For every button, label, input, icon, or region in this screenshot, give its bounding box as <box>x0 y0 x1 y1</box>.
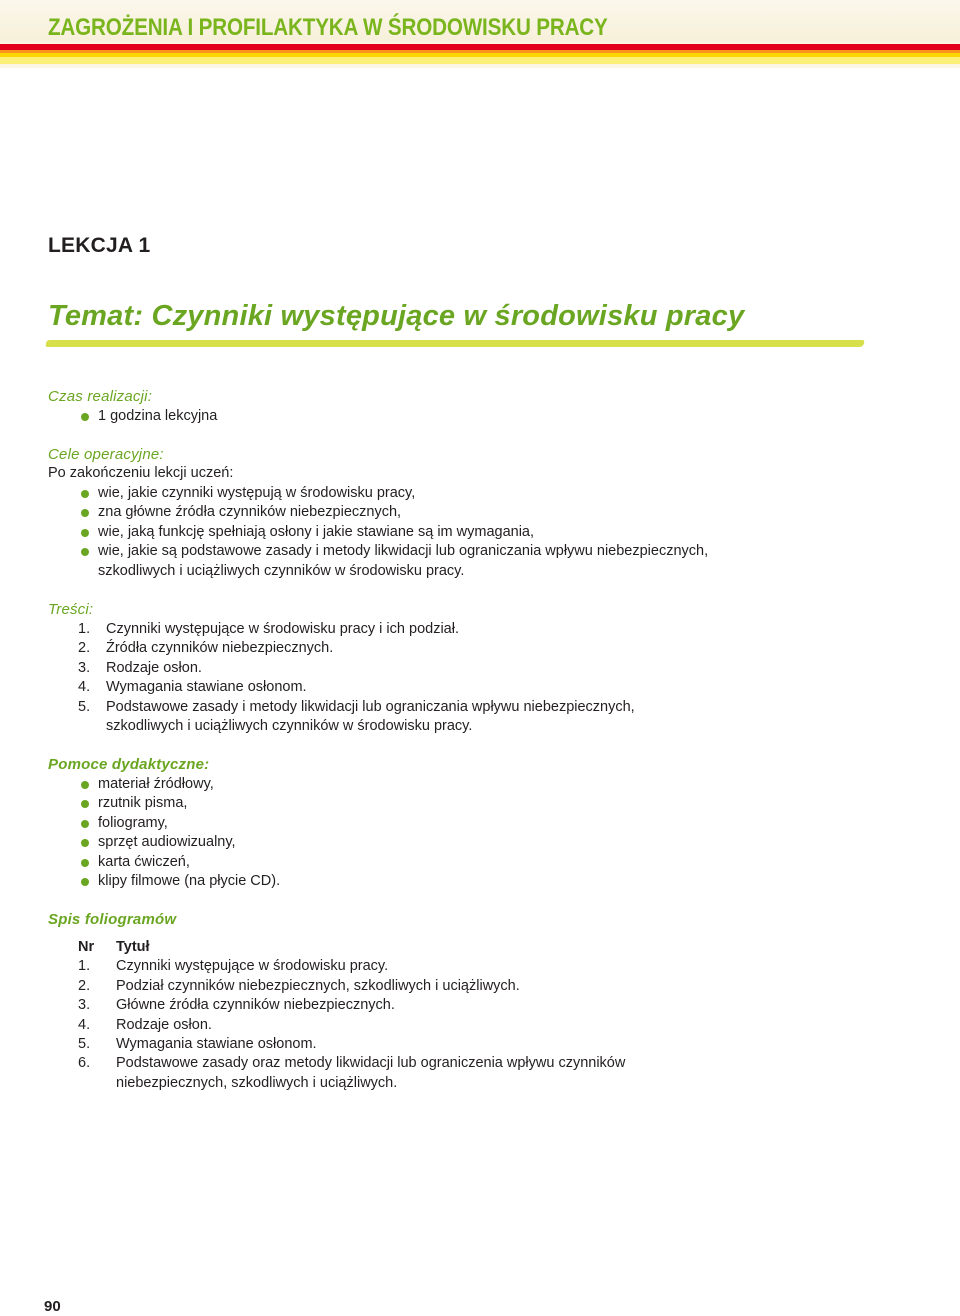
table-row: 2. Podział czynników niebezpiecznych, szkodliwych i uciążliwych. <box>78 977 520 994</box>
table-row: 1. Czynniki występujące w środowisku pracy. <box>78 958 389 975</box>
pomoce-heading: Pomoce dydaktyczne: <box>48 756 210 773</box>
list-item: rzutnik pisma, <box>80 794 280 813</box>
cele-heading: Cele operacyjne: <box>48 446 164 463</box>
bullet-icon <box>81 529 89 537</box>
bullet-icon <box>81 820 89 828</box>
list-item: 4. Wymagania stawiane osłonom. <box>78 679 307 696</box>
spis-heading: Spis foliogramów <box>48 911 177 928</box>
bullet-icon <box>81 509 89 517</box>
bullet-icon <box>81 839 89 847</box>
header-title: ZAGROŻENIA I PROFILAKTYKA W ŚRODOWISKU PRACY <box>48 14 608 41</box>
list-item: 5. Podstawowe zasady i metody likwidacji lub ograniczania wpływu niebezpiecznych, szkodliwych i uciążliwych czynników w środowisku pracy. <box>78 698 635 735</box>
bullet-icon <box>81 859 89 867</box>
tresci-heading: Treści: <box>48 601 94 618</box>
list-item: 1. Czynniki występujące w środowisku pracy i ich podział. <box>78 621 459 637</box>
list-item-continuation: szkodliwych i uciążliwych czynników w środowisku pracy. <box>98 562 465 579</box>
bullet-icon <box>81 413 89 421</box>
pomoce-list <box>80 775 280 891</box>
czas-heading: Czas realizacji: <box>48 388 153 405</box>
bullet-icon <box>81 490 89 498</box>
tresci-list <box>78 620 635 736</box>
lesson-label: LEKCJA 1 <box>48 234 151 257</box>
czas-list <box>80 407 217 426</box>
bullet-icon <box>81 800 89 808</box>
table-row: 4. Rodzaje osłon. <box>78 1016 212 1033</box>
bullet-icon <box>81 781 89 789</box>
list-item: 3. Rodzaje osłon. <box>78 659 202 676</box>
list-item: karta ćwiczeń, <box>80 853 280 872</box>
cele-intro: Po zakończeniu lekcji uczeń: <box>48 465 234 481</box>
col-title-header: Tytuł <box>116 939 150 955</box>
bullet-icon <box>81 878 89 886</box>
table-row: 6. Podstawowe zasady oraz metody likwidacji lub ograniczenia wpływu czynników niebezpiecznych, szkodliwych i uciążliwych. <box>78 1055 626 1091</box>
page-number: 90 <box>44 1298 61 1315</box>
list-item: foliogramy, <box>80 814 280 833</box>
list-item: wie, jakie czynniki występują w środowisku pracy, <box>80 484 708 503</box>
topic-title: Temat: Czynniki występujące w środowisku pracy <box>48 300 745 332</box>
bullet-icon <box>81 548 89 556</box>
list-item: wie, jakie są podstawowe zasady i metody likwidacji lub ograniczania wpływu niebezpiecznych, <box>80 542 708 561</box>
col-nr-header: Nr <box>78 939 95 955</box>
list-item: sprzęt audiowizualny, <box>80 833 280 852</box>
table-row: 3. Główne źródła czynników niebezpiecznych. <box>78 997 395 1014</box>
topic-underline <box>46 340 865 347</box>
list-item: wie, jaką funkcję spełniają osłony i jakie stawiane są im wymagania, <box>80 523 708 542</box>
list-item: zna główne źródła czynników niebezpiecznych, <box>80 503 708 522</box>
table-header-row <box>78 938 625 957</box>
table-row: 5. Wymagania stawiane osłonom. <box>78 1036 317 1053</box>
header-stripe-light <box>0 57 960 64</box>
list-item: 2. Źródła czynników niebezpiecznych. <box>78 640 334 657</box>
list-item: 1 godzina lekcyjna <box>80 407 217 426</box>
cele-list <box>80 484 708 581</box>
list-item: materiał źródłowy, <box>80 775 280 794</box>
spis-table <box>78 938 625 1093</box>
list-item: klipy filmowe (na płycie CD). <box>80 872 280 891</box>
